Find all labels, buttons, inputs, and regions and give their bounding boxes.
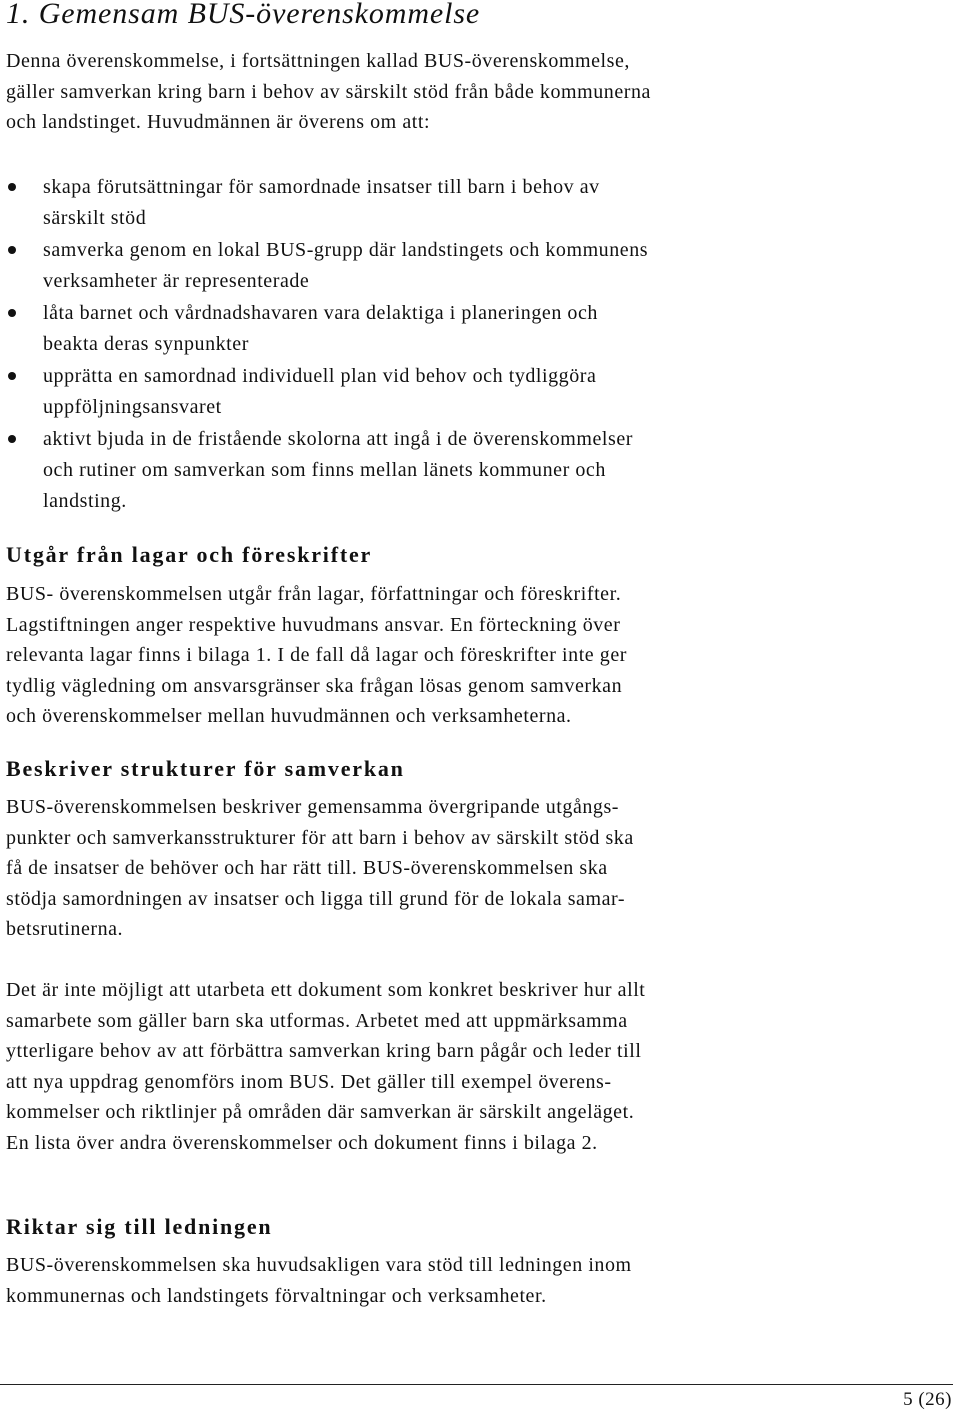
text-line: få de insatser de behöver och har rätt till. BUS-överenskommelsen ska: [6, 857, 608, 880]
bullet-dot-icon: [8, 435, 16, 443]
text-line: upprätta en samordnad individuell plan vid behov och tydliggöra: [43, 365, 597, 387]
text-line: landsting.: [43, 490, 127, 512]
text-line: skapa förutsättningar för samordnade insatser till barn i behov av: [43, 176, 600, 198]
bullet-dot-icon: [8, 309, 16, 317]
text-line: Det är inte möjligt att utarbeta ett dokument som konkret beskriver hur allt: [6, 979, 646, 1001]
text-line: punkter och samverkansstrukturer för att barn i behov av särskilt stöd ska: [6, 826, 634, 849]
bullet-dot-icon: [8, 246, 16, 254]
section-heading-structures: Beskriver strukturer för samverkan: [6, 756, 405, 781]
text-line: beakta deras synpunkter: [43, 333, 249, 355]
bullet-item: [0, 235, 648, 297]
text-line: och överenskommelser mellan huvudmännen och verksamheterna.: [6, 705, 572, 728]
section-heading-laws: Utgår från lagar och föreskrifter: [6, 542, 373, 567]
text-line: uppföljningsansvaret: [43, 396, 222, 418]
text-line: tydlig vägledning om ansvarsgränser ska frågan lösas genom samverkan: [6, 674, 623, 697]
text-line: och landstinget. Huvudmännen är överens om att:: [6, 111, 431, 134]
footer-divider: [0, 1384, 953, 1385]
page-number: 5 (26): [903, 1389, 952, 1410]
bullet-item: [0, 361, 648, 423]
text-line: BUS-överenskommelsen ska huvudsakligen vara stöd till ledningen inom: [6, 1254, 632, 1276]
text-line: BUS-överenskommelsen beskriver gemensamma övergripande utgångs-: [6, 796, 620, 818]
text-line: verksamheter är representerade: [43, 270, 310, 292]
text-line: BUS- överenskommelsen utgår från lagar, författningar och föreskrifter.: [6, 583, 622, 605]
section-heading-management: Riktar sig till ledningen: [6, 1214, 273, 1239]
bullet-dot-icon: [8, 183, 16, 191]
bullet-item: [0, 424, 648, 517]
intro-paragraph: [6, 46, 651, 138]
text-line: ytterligare behov av att förbättra samverkan kring barn pågår och leder till: [6, 1040, 642, 1063]
section-paragraph-structures-2: [6, 975, 645, 1159]
bullet-item: [0, 172, 648, 234]
text-line: gäller samverkan kring barn i behov av särskilt stöd från både kommunerna: [6, 80, 651, 103]
text-line: aktivt bjuda in de fristående skolorna att ingå i de överenskommelser: [43, 428, 634, 450]
section-paragraph-structures-1: [6, 792, 634, 945]
agreement-bullet-list: [0, 172, 648, 518]
text-line: Denna överenskommelse, i fortsättningen kallad BUS-överenskommelse,: [6, 50, 630, 72]
text-line: stödja samordningen av insatser och ligga till grund för de lokala samar-: [6, 887, 626, 910]
text-line: särskilt stöd: [43, 207, 147, 229]
text-line: och rutiner om samverkan som finns mellan länets kommuner och: [43, 459, 606, 481]
text-line: betsrutinerna.: [6, 918, 124, 941]
text-line: Lagstiftningen anger respektive huvudmans ansvar. En förteckning över: [6, 613, 621, 636]
text-line: att nya uppdrag genomförs inom BUS. Det gäller till exempel överens-: [6, 1070, 612, 1093]
text-line: samverka genom en lokal BUS-grupp där landstingets och kommunens: [43, 239, 649, 261]
text-line: relevanta lagar finns i bilaga 1. I de fall då lagar och föreskrifter inte ger: [6, 644, 627, 667]
section-paragraph-management: [6, 1250, 632, 1311]
text-line: låta barnet och vårdnadshavaren vara delaktiga i planeringen och: [43, 302, 598, 324]
text-line: kommunernas och landstingets förvaltningar och verksamheter.: [6, 1284, 547, 1307]
bullet-item: [0, 298, 648, 360]
text-line: samarbete som gäller barn ska utformas. Arbetet med att uppmärksamma: [6, 1009, 628, 1032]
text-line: En lista över andra överenskommelser och dokument finns i bilaga 2.: [6, 1131, 598, 1154]
section-paragraph-laws: [6, 579, 627, 732]
bullet-dot-icon: [8, 372, 16, 380]
document-title: 1. Gemensam BUS-överenskommelse: [6, 0, 481, 30]
text-line: kommelser och riktlinjer på områden där samverkan är särskilt angeläget.: [6, 1101, 635, 1124]
